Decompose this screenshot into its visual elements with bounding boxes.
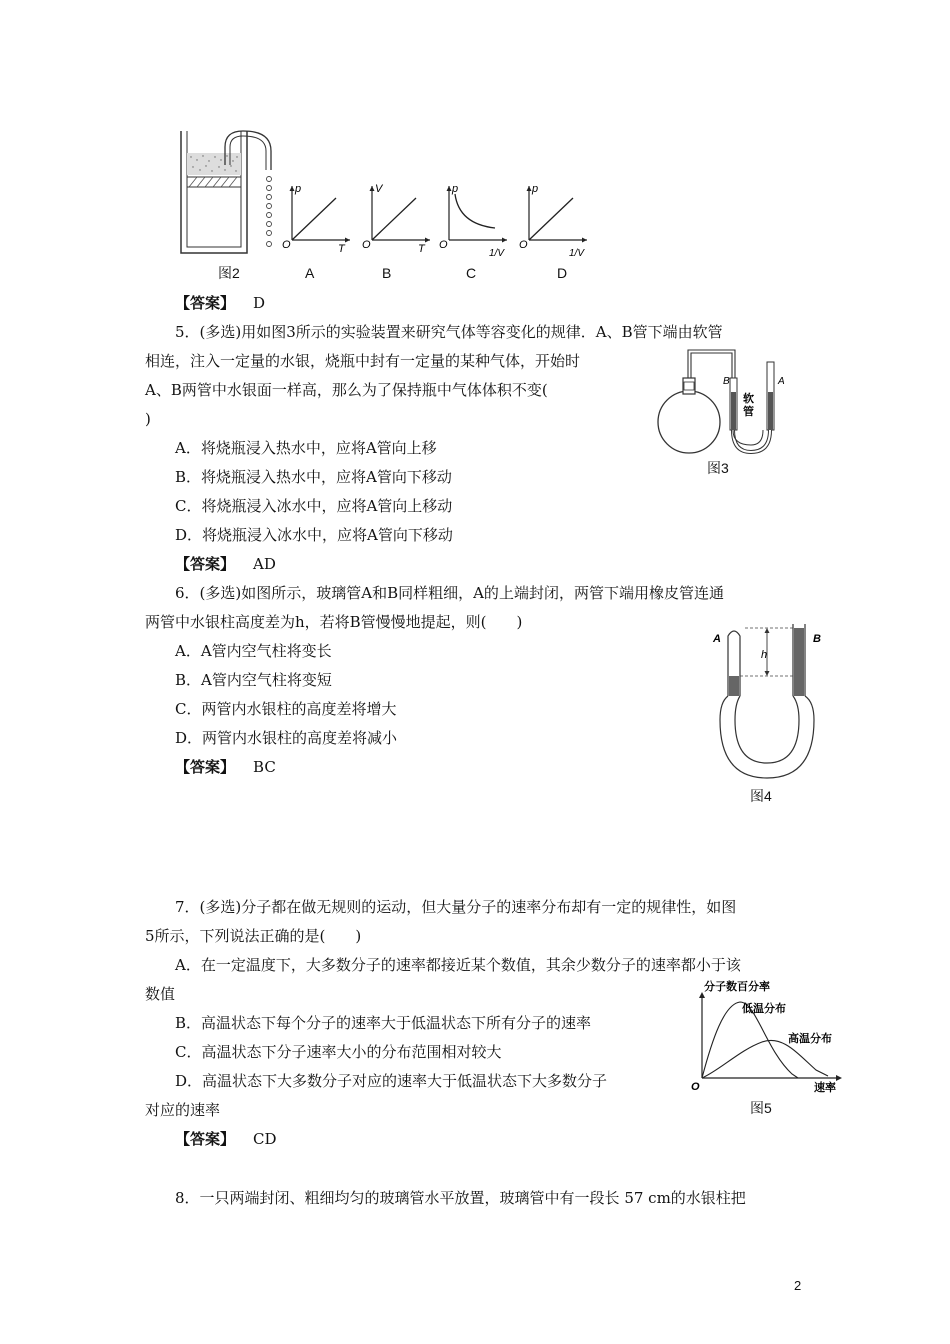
q7-answer [175,1129,277,1149]
q7-option-d-cont: 对应的速率 [145,1101,221,1119]
q4-answer-value: D [253,294,266,312]
q7-option-a-cont: 数值 [145,985,176,1003]
graph-c-option: C [466,265,477,281]
figure-5-high-label: 高温分布 [788,1033,832,1045]
figure-5-ylabel: 分子数百分率 [704,981,770,993]
graph-d-xlabel: 1/V [569,248,585,259]
q7-option-d: D．高温状态下大多数分子对应的速率大于低温状态下大多数分子 [175,1072,608,1090]
figure-5-label: 图5 [750,1100,772,1116]
q5-answer [175,554,276,574]
graph-b-ylabel: V [375,183,383,195]
graph-d-origin: O [519,239,528,251]
q5-option-c: C．将烧瓶浸入冰水中，应将A管向上移动 [175,497,453,515]
graph-a-option: A [305,265,315,281]
q6-option-a: A．A管内空气柱将变长 [175,642,332,660]
q5-stem-line-2: 相连，注入一定量的水银，烧瓶中封有一定量的某种气体，开始时 [145,352,581,370]
q6-stem-line-2: 两管中水银柱高度差为h，若将B管慢慢地提起，则( ) [145,613,523,631]
q7-stem-line-2: 5所示，下列说法正确的是( ) [145,927,362,945]
q8-stem-line-1: 8．一只两端封闭、粗细均匀的玻璃管水平放置，玻璃管中有一段长 57 cm的水银柱把 [175,1189,746,1207]
figure-3-apparatus [655,342,805,460]
graph-a [280,180,355,252]
page-number: 2 [794,1278,802,1293]
q6-option-b: B．A管内空气柱将变短 [175,671,332,689]
q7-option-b: B．高温状态下每个分子的速率大于低温状态下所有分子的速率 [175,1014,592,1032]
figure-4-apparatus [705,620,825,788]
figure-2-label: 图2 [218,265,240,281]
q6-answer-tag: 【答案】 [175,758,236,776]
graph-c-xlabel: 1/V [489,248,505,259]
figure-5-origin: O [691,1081,700,1093]
q4-answer [175,293,265,313]
q6-answer-value: BC [253,758,276,776]
graph-a-origin: O [282,239,291,251]
graph-c-origin: O [439,239,448,251]
graph-b [360,180,435,252]
graph-c-ylabel: p [452,183,459,195]
q7-stem-line-1: 7．(多选)分子都在做无规则的运动，但大量分子的速率分布却有一定的规律性，如图 [175,898,737,916]
graph-c [437,180,512,260]
q5-option-b: B．将烧瓶浸入热水中，应将A管向下移动 [175,468,452,486]
q6-stem-line-1: 6．(多选)如图所示，玻璃管A和B同样粗细，A的上端封闭，两管下端用橡皮管连通 [175,584,724,602]
figure-5-xlabel: 速率 [814,1082,836,1094]
graph-b-xlabel: T [418,243,425,252]
q5-option-a: A．将烧瓶浸入热水中，应将A管向上移 [175,439,437,457]
figure-3-label: 图3 [707,460,729,476]
q5-stem-line-3: A、B两管中水银面一样高，那么为了保持瓶中气体体积不变( [145,381,548,399]
figure-5-distribution [690,980,855,1095]
q6-option-d: D．两管内水银柱的高度差将减小 [175,729,398,747]
figure-3-a-label: A [778,376,785,387]
graph-b-origin: O [362,239,371,251]
q5-stem-line-1: 5．(多选)用如图3所示的实验装置来研究气体等容变化的规律．A、B管下端由软管 [175,323,723,341]
figure-5-low-label: 低温分布 [742,1003,786,1015]
q7-answer-value: CD [253,1130,277,1148]
q6-answer [175,757,276,777]
figure-4-b-label: B [813,633,821,645]
figure-4-label: 图4 [750,788,772,804]
q7-option-a: A．在一定温度下，大多数分子的速率都接近某个数值，其余少数分子的速率都小于该 [175,956,741,974]
q6-option-c: C．两管内水银柱的高度差将增大 [175,700,397,718]
graph-d-ylabel: p [532,183,539,195]
q5-answer-value: AD [253,555,276,573]
q5-option-d: D．将烧瓶浸入冰水中，应将A管向下移动 [175,526,453,544]
figure-3-hose-label: 软管 [743,393,754,418]
q4-answer-tag: 【答案】 [175,294,236,312]
figure-4-a-label: A [713,633,721,645]
figure-3-b-label: B [723,376,730,387]
graph-d-option: D [557,265,568,281]
q7-answer-tag: 【答案】 [175,1130,236,1148]
q7-option-c: C．高温状态下分子速率大小的分布范围相对较大 [175,1043,502,1061]
graph-a-xlabel: T [338,243,345,252]
figure-4-h-label: h [761,649,768,661]
graph-d [517,180,592,260]
q5-answer-tag: 【答案】 [175,555,236,573]
graph-b-option: B [382,265,392,281]
figure-2-apparatus [175,125,285,260]
graph-a-ylabel: p [295,183,302,195]
q5-stem-line-4: ) [145,410,151,428]
